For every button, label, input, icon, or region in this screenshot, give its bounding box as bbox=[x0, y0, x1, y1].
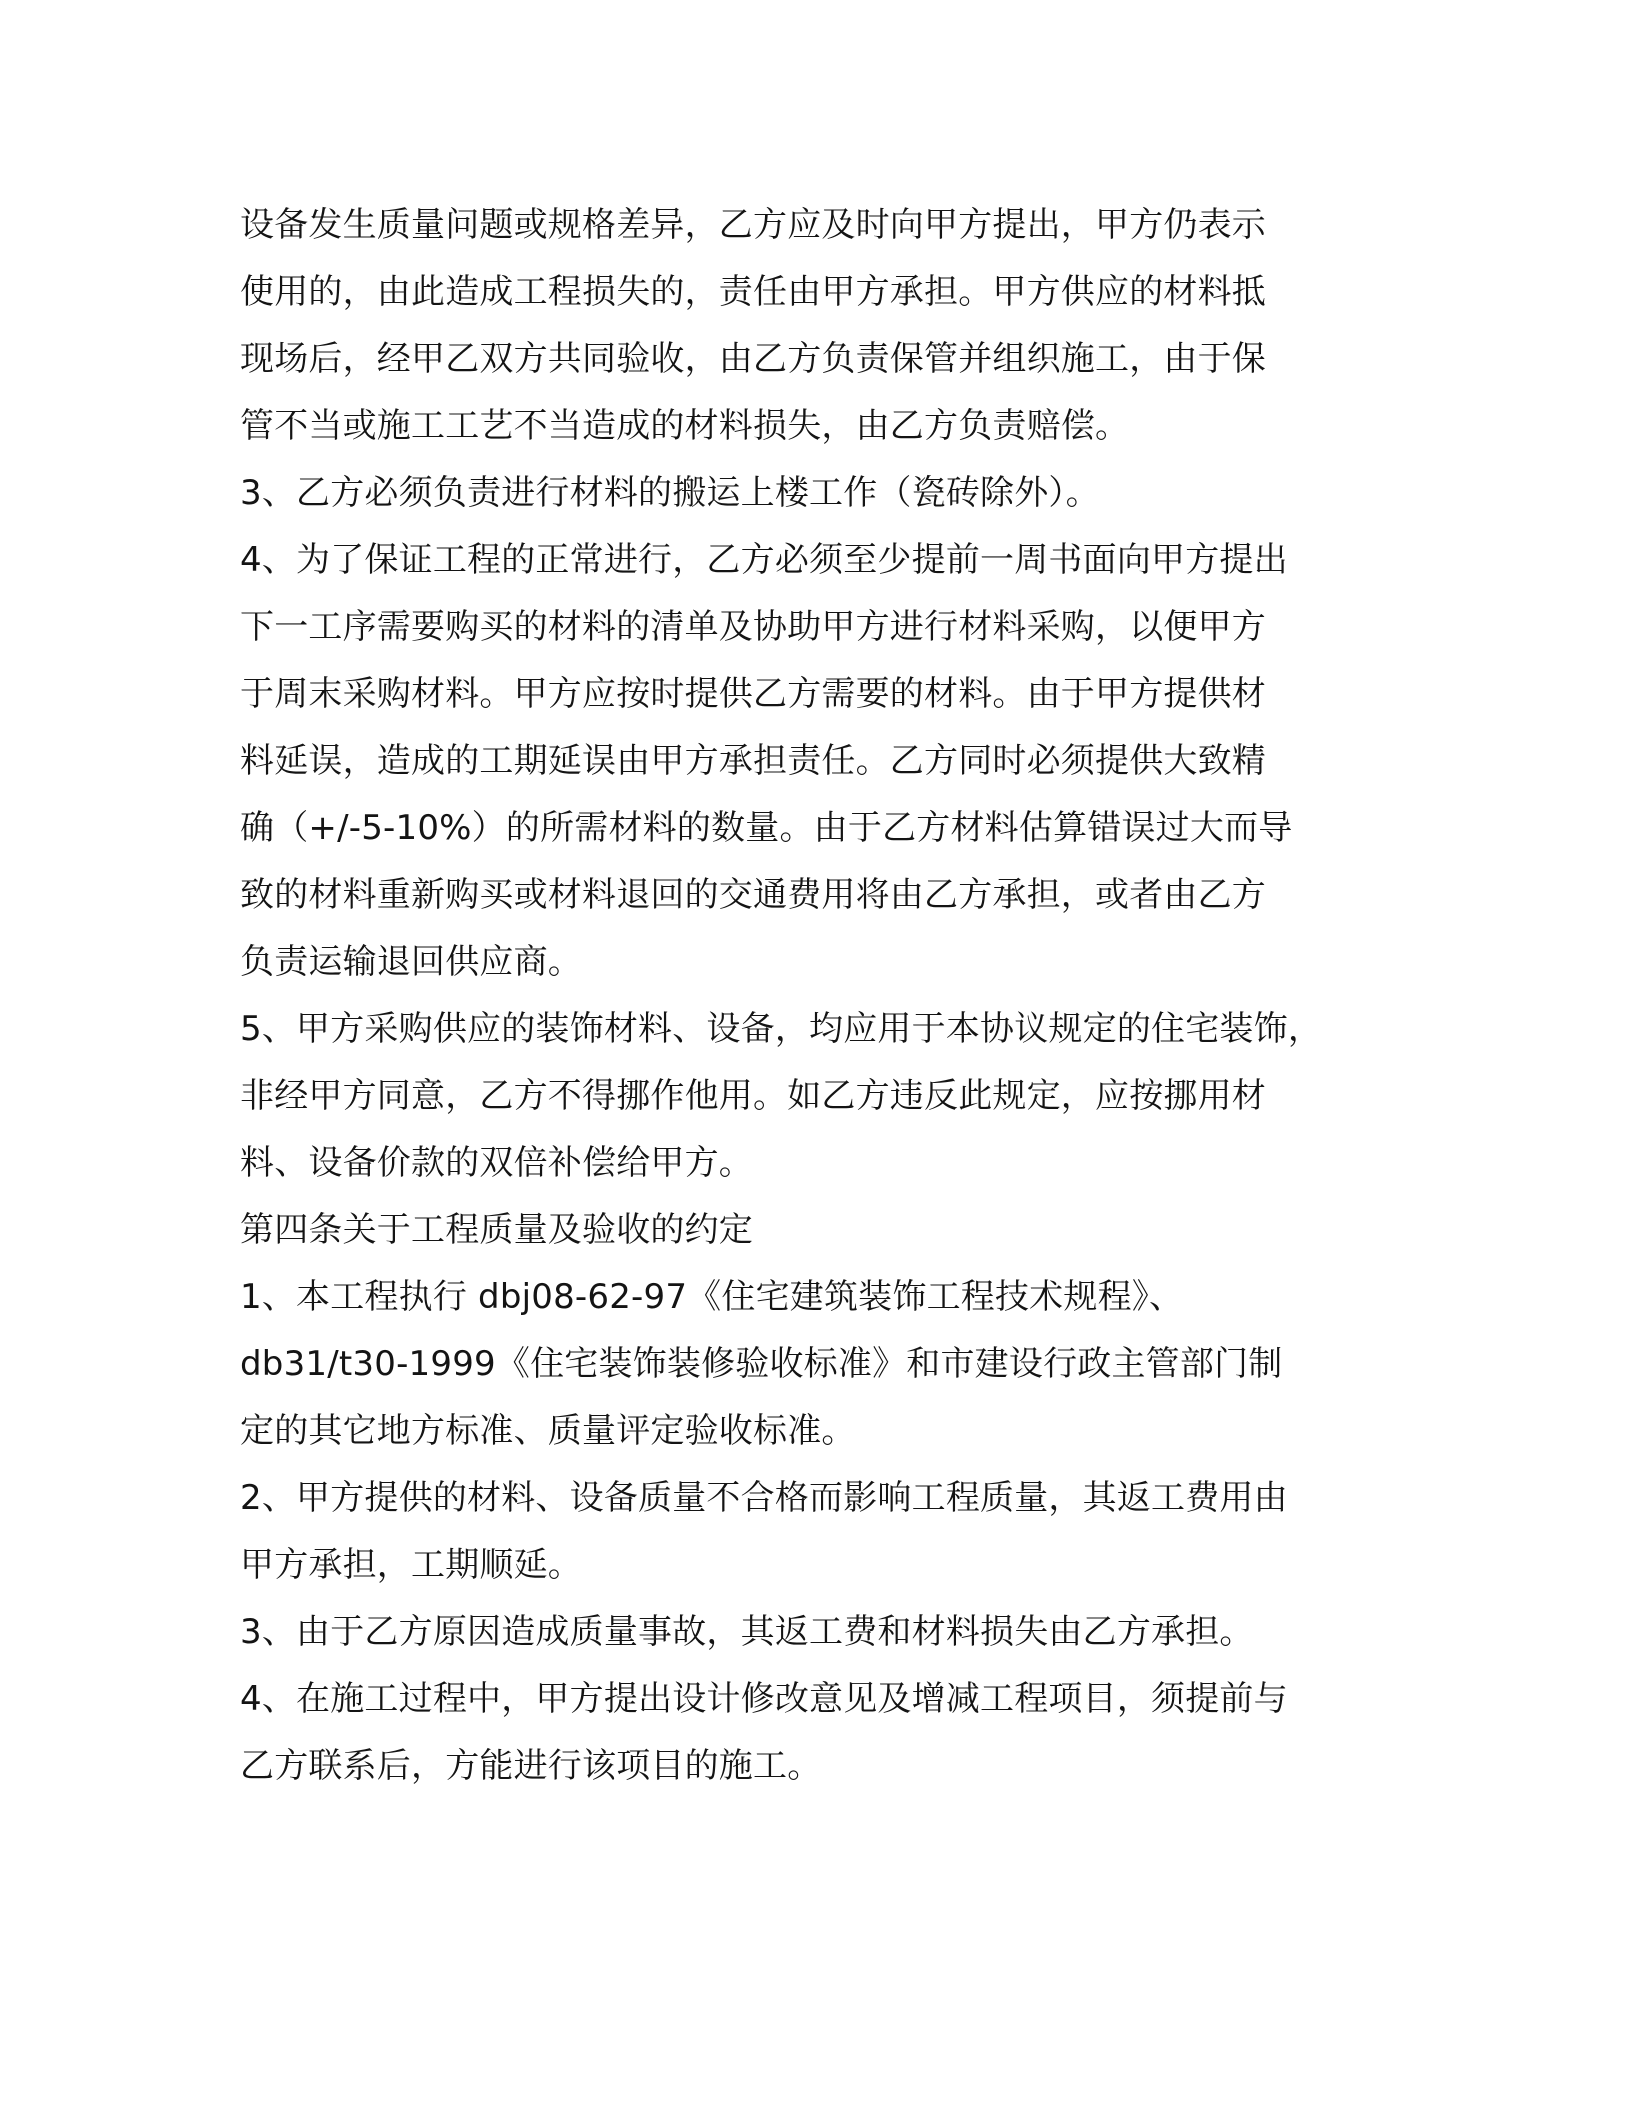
section-heading: 第四条关于工程质量及验收的约定 bbox=[240, 1210, 753, 1250]
text-line: 现场后，经甲乙双方共同验收，由乙方负责保管并组织施工，由于保 bbox=[240, 339, 1266, 379]
text-line: 料、设备价款的双倍补偿给甲方。 bbox=[240, 1143, 753, 1183]
clause-3-line: 3、由于乙方原因造成质量事故，其返工费和材料损失由乙方承担。 bbox=[240, 1612, 1254, 1652]
text-line: 定的其它地方标准、质量评定验收标准。 bbox=[240, 1411, 856, 1451]
text-line: 确（+/-5-10%）的所需材料的数量。由于乙方材料估算错误过大而导 bbox=[240, 808, 1293, 848]
text-line: 甲方承担，工期顺延。 bbox=[240, 1545, 582, 1585]
clause-4-line: 4、在施工过程中，甲方提出设计修改意见及增减工程项目，须提前与 bbox=[240, 1679, 1288, 1719]
text-line: db31/t30-1999《住宅装饰装修验收标准》和市建设行政主管部门制 bbox=[240, 1344, 1283, 1384]
text-line: 料延误，造成的工期延误由甲方承担责任。乙方同时必须提供大致精 bbox=[240, 741, 1266, 781]
text-line: 于周末采购材料。甲方应按时提供乙方需要的材料。由于甲方提供材 bbox=[240, 674, 1266, 714]
text-line: 管不当或施工工艺不当造成的材料损失，由乙方负责赔偿。 bbox=[240, 406, 1130, 446]
text-line: 乙方联系后，方能进行该项目的施工。 bbox=[240, 1746, 822, 1786]
text-line: 致的材料重新购买或材料退回的交通费用将由乙方承担，或者由乙方 bbox=[240, 875, 1266, 915]
clause-5-line: 5、甲方采购供应的装饰材料、设备，均应用于本协议规定的住宅装饰， bbox=[240, 1009, 1323, 1049]
text-line: 下一工序需要购买的材料的清单及协助甲方进行材料采购，以便甲方 bbox=[240, 607, 1266, 647]
clause-2-line: 2、甲方提供的材料、设备质量不合格而影响工程质量，其返工费用由 bbox=[240, 1478, 1288, 1518]
text-line: 非经甲方同意，乙方不得挪作他用。如乙方违反此规定，应按挪用材 bbox=[240, 1076, 1266, 1116]
document-body bbox=[240, 192, 1400, 1800]
text-line: 使用的，由此造成工程损失的，责任由甲方承担。甲方供应的材料抵 bbox=[240, 272, 1266, 312]
text-line: 设备发生质量问题或规格差异，乙方应及时向甲方提出，甲方仍表示 bbox=[240, 205, 1266, 245]
clause-1-line: 1、本工程执行 dbj08-62-97《住宅建筑装饰工程技术规程》、 bbox=[240, 1277, 1184, 1317]
clause-4-line: 4、为了保证工程的正常进行，乙方必须至少提前一周书面向甲方提出 bbox=[240, 540, 1288, 580]
text-line: 负责运输退回供应商。 bbox=[240, 942, 582, 982]
clause-3-line: 3、乙方必须负责进行材料的搬运上楼工作（瓷砖除外）。 bbox=[240, 473, 1100, 513]
